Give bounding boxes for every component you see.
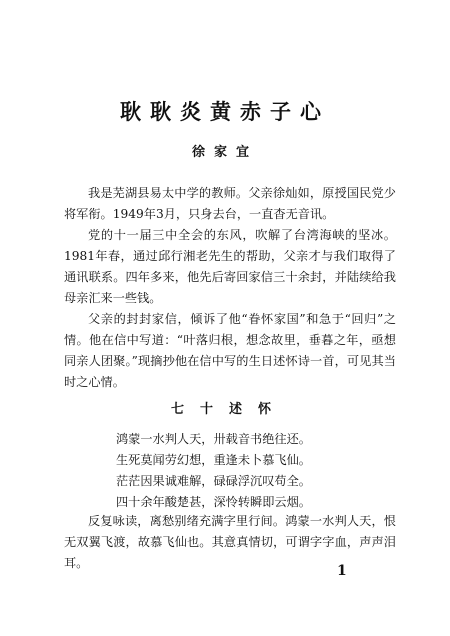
paragraph-3: 父亲的封封家信，倾诉了他“眷怀家国”和急于“回归”之情。他在信中写道：“叶落归根，想念故里，垂暮之年，亟想同亲人团聚。”现摘抄他在信中写的生日述怀诗一首，可见其当时之心情。 <box>64 312 396 389</box>
paragraph-1: 我是芜湖县易太中学的教师。父亲徐灿如，原授国民党少将军衔。1949年3月，只身去台，一直杳无音讯。 <box>64 186 396 221</box>
poem <box>116 429 311 513</box>
page-number: 1 <box>337 563 347 579</box>
poem-line: 茫茫因果诚难解，碌碌浮沉叹苟全。 <box>116 474 311 488</box>
paragraph-2: 党的十一届三中全会的东风，吹解了台湾海峡的坚冰。1981年春，通过邱行湘老先生的帮助，父亲才与我们取得了通讯联系。四年多来，他先后寄回家信三十余封，并陆续给我母亲汇来一些钱。 <box>64 228 396 305</box>
poem-line: 四十余年酸楚甚，深怜转瞬即云烟。 <box>116 495 311 509</box>
author-name: 徐家宜 <box>191 145 258 160</box>
article-title: 耿耿炎黄赤子心 <box>120 99 330 124</box>
paragraph-4: 反复咏读，离愁别绪充满字里行间。鸿蒙一水判人天，恨无双翼飞渡，故慕飞仙也。其意真情切，可谓字字血，声声泪耳。 <box>64 514 396 570</box>
poem-line: 鸿蒙一水判人天，卅载音书绝往还。 <box>116 432 311 446</box>
poem-title: 七十述怀 <box>170 402 287 417</box>
article-body <box>64 183 396 393</box>
poem-line: 生死莫闻劳幻想，重逢未卜慕飞仙。 <box>116 453 311 467</box>
